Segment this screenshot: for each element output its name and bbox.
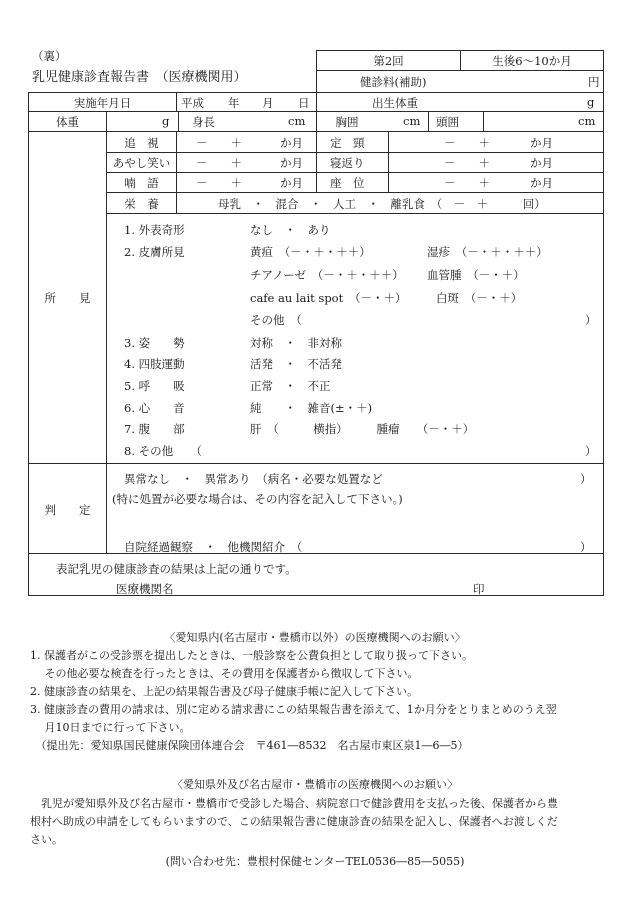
dev-label-negaeri: 寝返り [330, 156, 365, 170]
dev-line-4 [106, 213, 604, 214]
round-label: 第2回 [373, 54, 404, 68]
dev-unit-negaeri: か月 [530, 156, 553, 170]
fee-unit: 円 [588, 75, 600, 89]
dev-label-zai: 座 位 [330, 176, 365, 190]
dev-label-ayashiwarai: あやし笑い [112, 156, 171, 170]
weight-label: 体重 [56, 115, 79, 129]
dev-label-nango: 喃 語 [124, 176, 159, 190]
notice1-line-3: 2. 健康診査の結果を、上記の結果報告書及び母子健康手帳に記入して下さい。 [30, 685, 418, 698]
notice1-line-1: 1. 保護者がこの受診票を提出したときは、一般診察を公費負担として取り扱って下さい。 [30, 649, 473, 662]
finding-cyanosis: チアノーゼ （－・＋・＋＋） [250, 268, 404, 282]
finding-6-label: 6. 心 音 [124, 401, 185, 415]
dev-unit-ayashiwarai: か月 [280, 156, 303, 170]
finding-3-label: 3. 姿 勢 [124, 336, 185, 350]
age-range: 生後6〜10か月 [492, 54, 572, 68]
nutrition-label: 栄 養 [124, 197, 159, 211]
finding-8-label: 8. その他 （ [124, 444, 202, 458]
findings-section-label: 所 見 [44, 291, 91, 305]
seal-mark: 印 [473, 582, 485, 596]
finding-jaundice: 黄疸 （－・＋・＋＋） [250, 245, 371, 259]
finding-3-value: 対称 ・ 非対称 [250, 336, 342, 350]
table-left-border [28, 92, 29, 595]
birth-weight-unit: g [587, 95, 595, 109]
dev-unit-tsuishi: か月 [280, 136, 303, 150]
dev-unit-zai: か月 [530, 176, 553, 190]
finding-2-label: 2. 皮膚所見 [124, 245, 185, 259]
finding-skin-other: その他 （ [250, 313, 302, 327]
notice2-line-3: さい。 [30, 833, 63, 846]
height-unit: cm [288, 114, 306, 128]
finding-6-value: 純 ・ 雑音(±・＋) [250, 401, 373, 415]
birth-weight-label: 出生体重 [372, 96, 418, 110]
dev-pm-negaeri: － ＋ [444, 156, 490, 170]
date-day: 日 [298, 96, 310, 110]
finding-1-label: 1. 外表奇形 [124, 223, 185, 237]
dev-split-1 [176, 131, 177, 213]
finding-4-label: 4. 四肢運動 [124, 357, 185, 371]
judgement-line3: 自院経過観察 ・ 他機関紹介 （ [124, 540, 303, 554]
notice2-heading: 〈愛知県外及び名古屋市・豊橋市の医療機関へのお願い〉 [172, 778, 458, 791]
notice1-line-2: その他必要な検査を行ったときは、その費用を保護者から徴収して下さい。 [30, 667, 419, 680]
dev-line-3 [106, 192, 604, 193]
fee-label: 健診料(補助) [360, 75, 427, 89]
body-split-2 [178, 111, 179, 131]
judgement-section-label: 判 定 [44, 503, 91, 517]
dev-pm-tsuishi: － ＋ [196, 136, 242, 150]
notice1-heading: 〈愛知県内(名古屋市・豊橋市以外）の医療機関へのお願い〉 [164, 631, 466, 644]
nutrition-options: 母乳 ・ 混合 ・ 人工 ・ 離乳食 （ － ＋ 回） [218, 197, 546, 211]
header-mid-line [316, 70, 604, 71]
table-bottom-border [28, 595, 604, 596]
dev-line-2 [106, 172, 604, 173]
judgement-line1: 異常なし ・ 異常あり （病名・必要な処置など [124, 472, 383, 486]
date-label: 実施年月日 [73, 96, 132, 110]
chest-label: 胸囲 [335, 115, 359, 129]
notice1-line-6: （提出先：愛知県国民健康保険団体連合会 〒461―8532 名古屋市東区泉1―6―5） [30, 739, 469, 752]
judgement-line2: (特に処置が必要な場合は、その内容を記入して下さい。) [112, 492, 403, 506]
height-label: 身長 [192, 115, 215, 129]
judgement-line3-close: ） [580, 540, 592, 554]
date-era: 平成 [181, 96, 204, 110]
finding-4-value: 活発 ・ 不活発 [250, 357, 342, 371]
finding-5-value: 正常 ・ 不正 [250, 379, 331, 393]
dev-split-2 [316, 131, 317, 192]
finding-8-close: ） [585, 444, 597, 458]
row-line-judge-top [28, 463, 604, 464]
dev-line-1 [106, 152, 604, 153]
dev-unit-nango: か月 [280, 176, 303, 190]
dev-label-tsuishi: 追 視 [124, 136, 159, 150]
notice2-line-1: 乳児が愛知県外及び名古屋市・豊橋市で受診した場合、病院窓口で健診費用を支払った後、保護者から豊 [30, 797, 558, 810]
weight-unit: g [162, 114, 170, 128]
dev-pm-ayashiwarai: － ＋ [196, 156, 242, 170]
dev-pm-zai: － ＋ [444, 176, 490, 190]
chest-unit: cm [403, 114, 421, 128]
finding-7-label: 7. 腹 部 [124, 422, 185, 436]
form-title: 乳児健康診査報告書 （医療機関用） [32, 70, 247, 85]
dev-pm-nango: － ＋ [196, 176, 242, 190]
finding-1-value: なし ・ あり [250, 223, 331, 237]
date-split-1 [176, 92, 177, 111]
dev-unit-teikei: か月 [530, 136, 553, 150]
notice2-line-2: 根村へ助成の申請をしてもらいますので、この結果報告書に健康診査の結果を記入し、保護者へお渡しくだ [30, 815, 558, 828]
finding-vitiligo: 白斑 （－・＋） [436, 291, 523, 305]
head-unit: cm [578, 114, 596, 128]
institution-label: 医療機関名 [116, 582, 174, 596]
date-year: 年 [228, 96, 240, 110]
section-column-line [106, 131, 107, 553]
finding-cafe-au-lait: cafe au lait spot （－・＋） [250, 291, 407, 305]
date-split-2 [316, 92, 317, 111]
notice1-line-4: 3. 健康診査の費用の請求は、別に定める請求書にこの結果報告書を添えて、1か月分をとりまとめのうえ翌 [30, 703, 557, 716]
notice1-line-5: 月10日までに行って下さい。 [30, 721, 191, 734]
finding-skin-other-close: ） [585, 313, 597, 327]
finding-7-value: 肝 （ 横指） 腫瘤 （－・＋） [250, 422, 475, 436]
finding-eczema: 湿疹 （－・＋・＋＋） [427, 245, 548, 259]
ura-label: （裏） [32, 49, 67, 63]
statement: 表記乳児の健康診査の結果は上記の通りです。 [56, 562, 297, 576]
row-line-footer-top [28, 553, 604, 554]
notice2-contact: (問い合わせ先：豊根村保健センターTEL0536―85―5055) [165, 855, 465, 868]
dev-split-3 [388, 131, 389, 192]
body-split-4 [428, 111, 429, 131]
date-month: 月 [262, 96, 274, 110]
head-label: 頭囲 [436, 115, 459, 129]
judgement-line1-close: ） [580, 472, 592, 486]
body-split-1 [106, 111, 107, 131]
finding-hemangioma: 血管腫 （－・＋） [427, 268, 525, 282]
dev-label-teikei: 定 頸 [330, 136, 365, 150]
body-split-5 [483, 111, 484, 131]
finding-5-label: 5. 呼 吸 [124, 379, 185, 393]
dev-pm-teikei: － ＋ [444, 136, 490, 150]
